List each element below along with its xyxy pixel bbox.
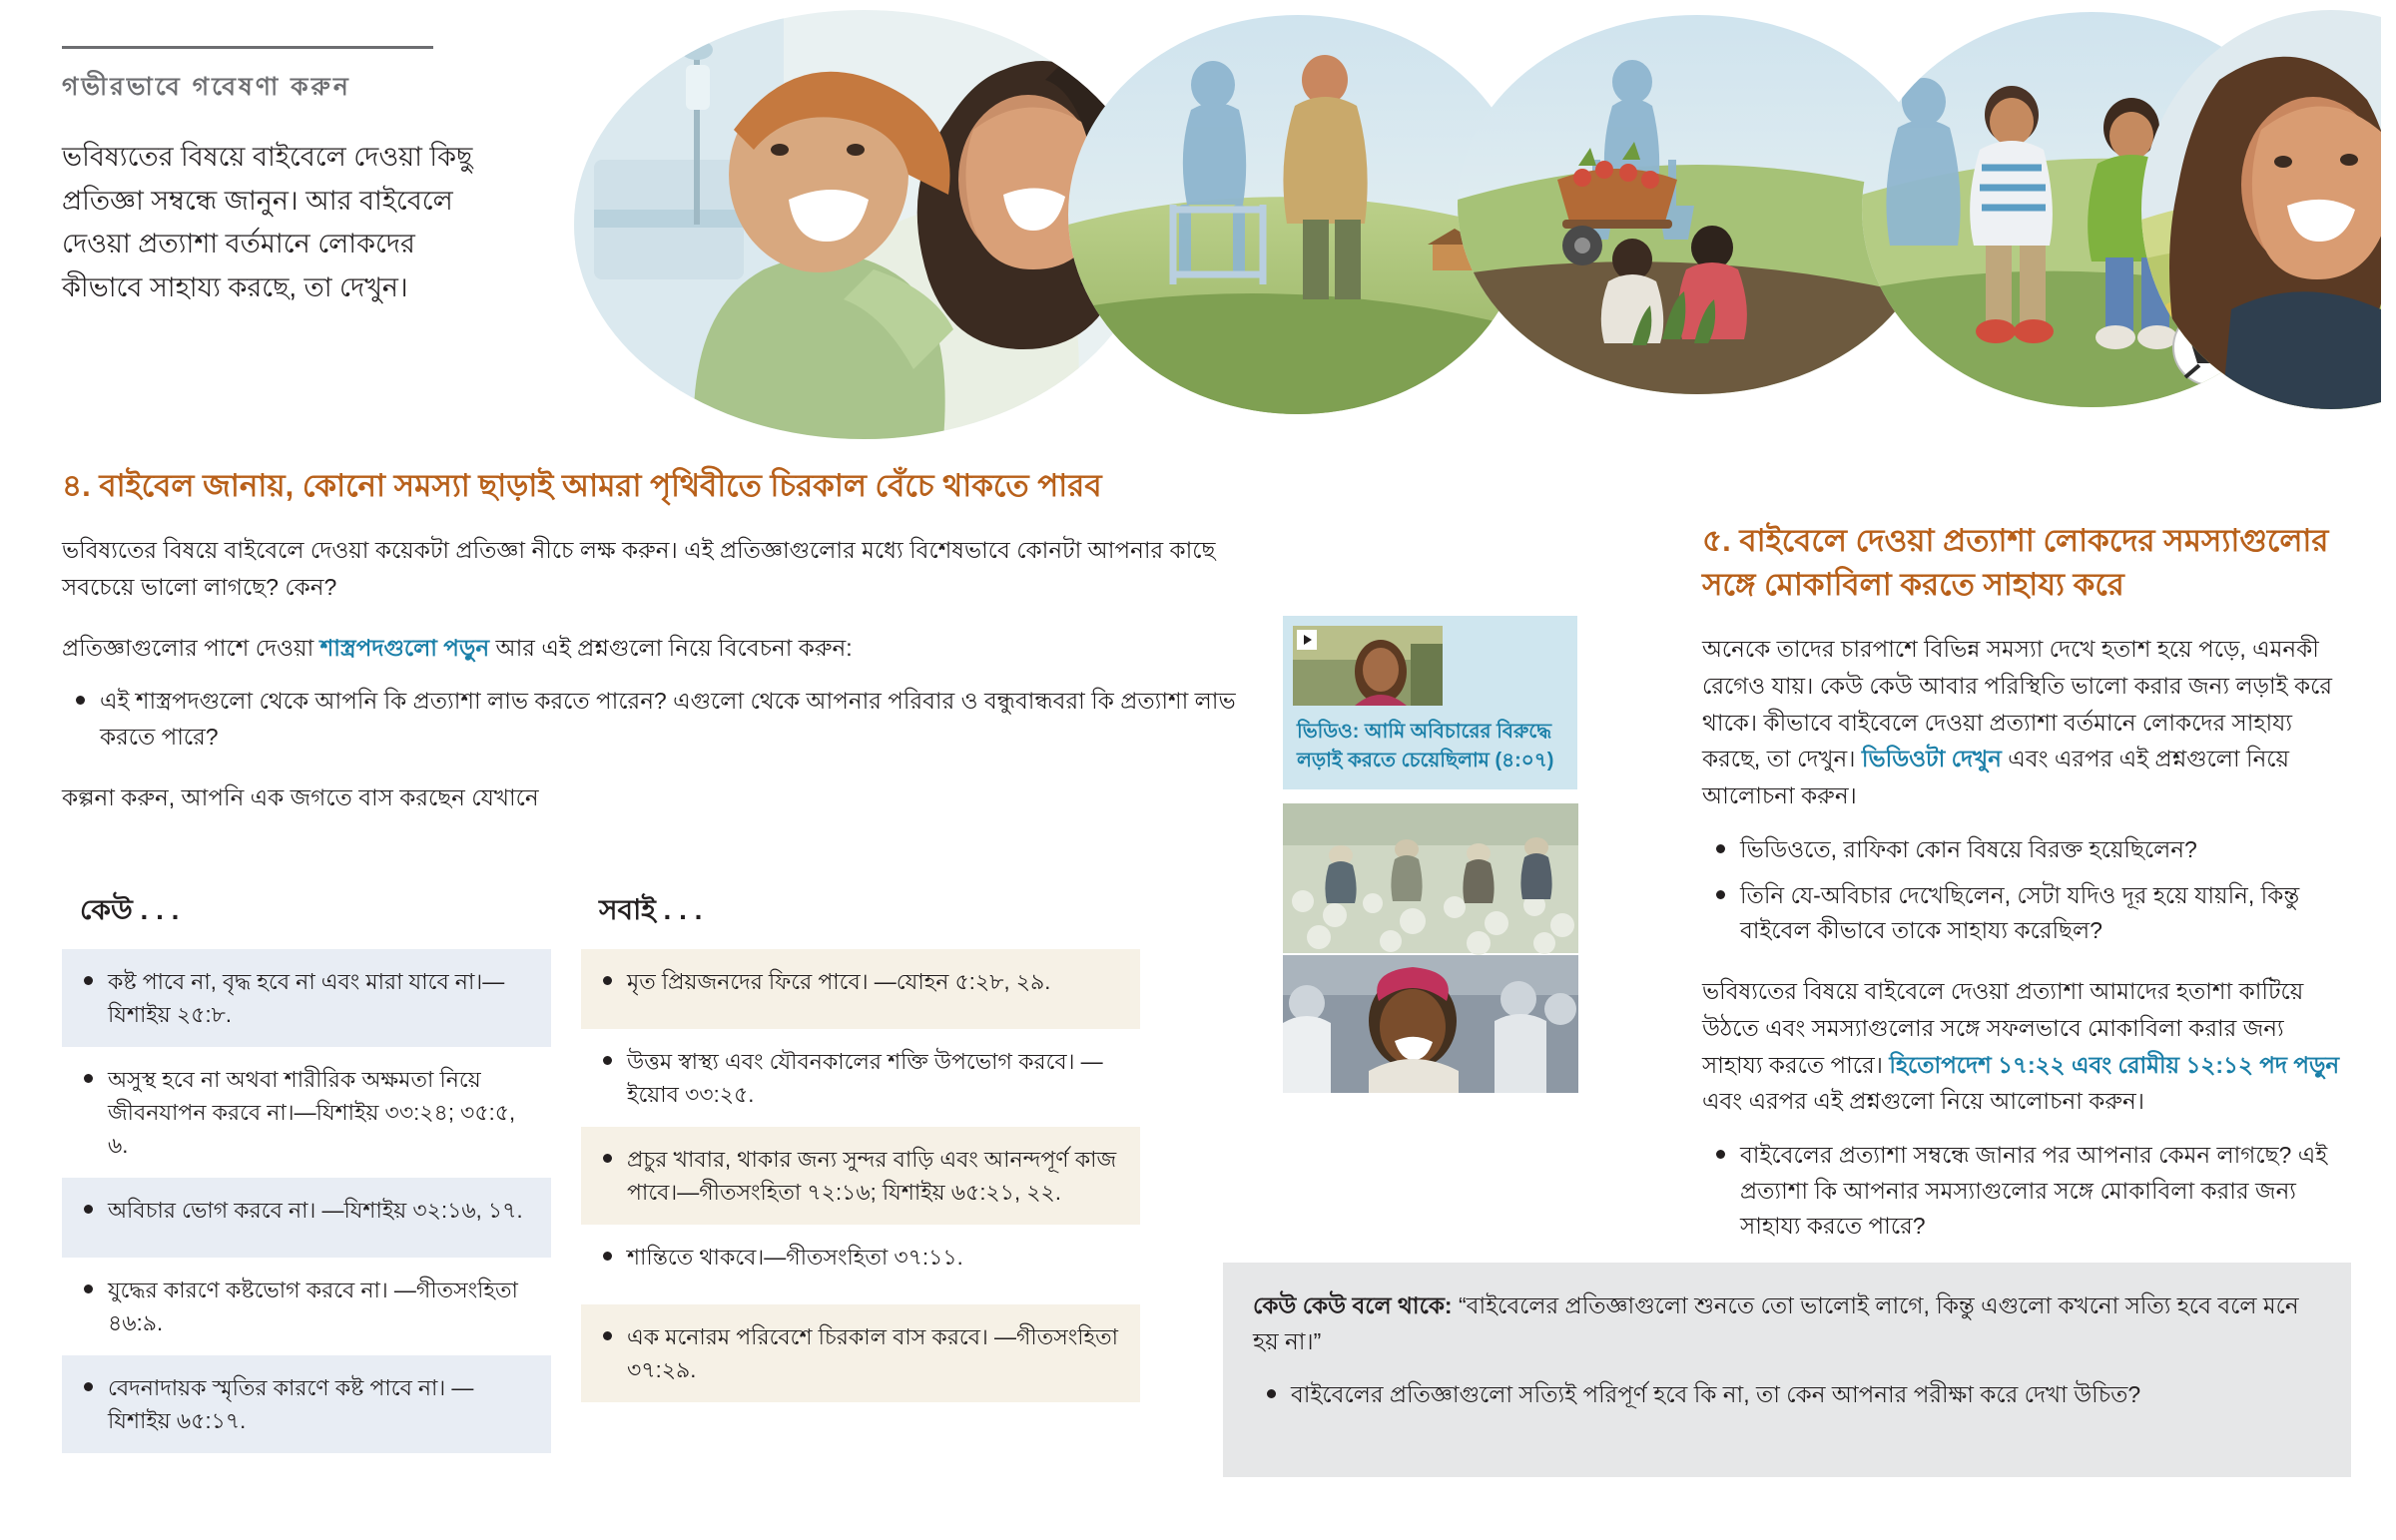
table-row: বেদনাদায়ক স্মৃতির কারণে কষ্ট পাবে না। —যিশাইয় ৬৫:১৭. (62, 1355, 551, 1453)
objection-label: কেউ কেউ বলে থাকে: (1253, 1292, 1453, 1318)
objection-lead (1253, 1288, 2321, 1359)
header-illustration (574, 10, 2381, 479)
para-2-pre: প্রতিজ্ঞাগুলোর পাশে দেওয়া (62, 634, 320, 661)
intro-body: ভবিষ্যতের বিষয়ে বাইবেলে দেওয়া কিছু প্রতিজ্ঞা সম্বন্ধে জানুন। আর বাইবেলে দেওয়া প্রত্যাশা বর্তমানে লোকদের কীভাবে সাহায্য করছে, তা দেখুন। (62, 142, 473, 303)
section-4-bullets (62, 684, 1240, 755)
section-4-para-1: ভবিষ্যতের বিষয়ে বাইবেলে দেওয়া কয়েকটা প্রতিজ্ঞা নীচে লক্ষ করুন। এই প্রতিজ্ঞাগুলোর মধ্যে বিশেষভাবে কোনটা আপনার কাছে সবচেয়ে ভালো লাগছে? কেন? (62, 537, 1216, 600)
section-5-bullets (1702, 832, 2341, 949)
section-5-para-2 (1702, 973, 2341, 1120)
para-2-a: ভবিষ্যতের বিষয়ে বাইবেলে দেওয়া প্রত্যাশা আমাদের হতাশা কাটিয়ে উঠতে এবং সমস্যাগুলোর সঙ্গে সফলভাবে মোকাবিলা করার জন্য সাহায্য করতে পারে। (1702, 977, 2304, 1078)
section-5-heading: ৫. বাইবেলে দেওয়া প্রত্যাশা লোকদের সমস্যাগুলোর সঙ্গে মোকাবিলা করতে সাহায্য করে (1702, 523, 2329, 603)
table-row: যুদ্ধের কারণে কষ্টভোগ করবে না। —গীতসংহিতা ৪৬:৯. (62, 1258, 551, 1355)
list-item: এই শাস্ত্রপদগুলো থেকে আপনি কি প্রত্যাশা লাভ করতে পারেন? এগুলো থেকে আপনার পরিবার ও বন্ধুবান্ধবরা কি প্রত্যাশা লাভ করতে পারে? (62, 684, 1240, 755)
video-title[interactable]: আমি অবিচারের বিরুদ্ধে লড়াই করতে চেয়েছিলাম (৪:০৭) (1297, 721, 1554, 771)
column-header-everyone: সবাই . . . (599, 894, 703, 925)
play-icon[interactable] (1297, 630, 1317, 650)
list-item: ভিডিওতে, রাফিকা কোন বিষয়ে বিরক্ত হয়েছিলেন? (1702, 832, 2341, 868)
list-item: বাইবেলের প্রতিজ্ঞাগুলো সত্যিই পরিপূর্ণ হবে কি না, তা কেন আপনার পরীক্ষা করে দেখা উচিত? (1253, 1377, 2321, 1413)
scripture-link-2[interactable]: হিতোপদেশ ১৭:২২ এবং রোমীয় ১২:১২ পদ পড়ুন (1889, 1051, 2340, 1078)
table-body (62, 949, 1240, 1453)
para-2-b: এবং এরপর এই প্রশ্নগুলো নিয়ে আলোচনা করুন। (1702, 1088, 2144, 1115)
column-header-someone: কেউ . . . (80, 894, 180, 925)
table-row: মৃত প্রিয়জনদের ফিরে পাবে। —যোহন ৫:২৮, ২৯. (581, 949, 1140, 1029)
table-header-row (62, 888, 1240, 949)
video-caption (1283, 706, 1577, 789)
table-column-1 (62, 949, 551, 1453)
promises-table (62, 888, 1240, 1453)
section-4 (62, 464, 1240, 815)
intro-divider (62, 46, 433, 49)
intro-title: গভীরভাবে গবেষণা করুন (62, 73, 351, 101)
scripture-link[interactable]: শাস্ত্রপদগুলো পড়ুন (319, 634, 490, 661)
para-1-a: অনেকে তাদের চারপাশে বিভিন্ন সমস্যা দেখে হতাশ হয়ে পড়ে, এমনকী রেগেও যায়। কেউ কেউ আবার পরিস্থিতি ভালো করার জন্য লড়াই করে থাকে। কীভাবে বাইবেলে দেওয়া প্রত্যাশা বর্তমানে লোকদের সাহায্য করছে, তা দেখুন। (1702, 636, 2333, 772)
intro-block (62, 46, 491, 310)
photo-art (1283, 803, 1578, 1093)
para-2-post: আর এই প্রশ্নগুলো নিয়ে বিবেচনা করুন: (489, 634, 853, 661)
objection-bullets (1253, 1377, 2321, 1413)
video-link[interactable]: ভিডিওটা দেখুন (1861, 746, 2002, 772)
table-row: প্রচুর খাবার, থাকার জন্য সুন্দর বাড়ি এবং আনন্দপূর্ণ কাজ পাবে।—গীতসংহিতা ৭২:১৬; যিশাইয় ৬৫:২১, ২২. (581, 1127, 1140, 1225)
section-4-para-3: কল্পনা করুন, আপনি এক জগতে বাস করছেন যেখানে (62, 783, 539, 810)
para-1-b: এবং এরপর এই প্রশ্নগুলো নিয়ে আলোচনা করুন। (1702, 746, 2290, 809)
video-label: ভিডিও: (1297, 721, 1360, 743)
video-thumbnail[interactable] (1293, 626, 1443, 706)
photo-pair (1283, 803, 1578, 1093)
objection-quote: “বাইবেলের প্রতিজ্ঞাগুলো শুনতে তো ভালোই লাগে, কিন্তু এগুলো কখনো সত্যি হবে বলে মনে হয় না।” (1253, 1292, 2299, 1354)
table-row: কষ্ট পাবে না, বৃদ্ধ হবে না এবং মারা যাবে না।—যিশাইয় ২৫:৮. (62, 949, 551, 1047)
table-row: উত্তম স্বাস্থ্য এবং যৌবনকালের শক্তি উপভোগ করবে। —ইয়োব ৩৩:২৫. (581, 1029, 1140, 1127)
section-5 (1702, 519, 2341, 1255)
table-row: অসুস্থ হবে না অথবা শারীরিক অক্ষমতা নিয়ে জীবনযাপন করবে না।—যিশাইয় ৩৩:২৪; ৩৫:৫, ৬. (62, 1047, 551, 1178)
objection-box (1223, 1263, 2351, 1477)
illustration-svg (574, 10, 2381, 479)
section-4-heading: ৪. বাইবেল জানায়, কোনো সমস্যা ছাড়াই আমরা পৃথিবীতে চিরকাল বেঁচে থাকতে পারব (62, 468, 1102, 503)
video-card[interactable] (1283, 616, 1577, 789)
table-row: শান্তিতে থাকবে।—গীতসংহিতা ৩৭:১১. (581, 1225, 1140, 1304)
video-thumb-wrap[interactable] (1283, 616, 1577, 706)
section-4-para-2 (62, 630, 1240, 667)
table-row: এক মনোরম পরিবেশে চিরকাল বাস করবে। —গীতসংহিতা ৩৭:২৯. (581, 1304, 1140, 1402)
art-panel-hospital (574, 10, 1153, 439)
table-row: অবিচার ভোগ করবে না। —যিশাইয় ৩২:১৬, ১৭. (62, 1178, 551, 1258)
table-column-2 (581, 949, 1140, 1453)
list-item: বাইবেলের প্রত্যাশা সম্বন্ধে জানার পর আপনার কেমন লাগছে? এই প্রত্যাশা কি আপনার সমস্যাগুলোর সঙ্গে মোকাবিলা করার জন্য সাহায্য করতে পারে? (1702, 1138, 2341, 1245)
list-item: তিনি যে-অবিচার দেখেছিলেন, সেটা যদিও দূর হয়ে যায়নি, কিন্তু বাইবেল কীভাবে তাকে সাহায্য করেছিল? (1702, 878, 2341, 949)
section-5-bullets-2 (1702, 1138, 2341, 1245)
section-5-para-1 (1702, 631, 2341, 814)
